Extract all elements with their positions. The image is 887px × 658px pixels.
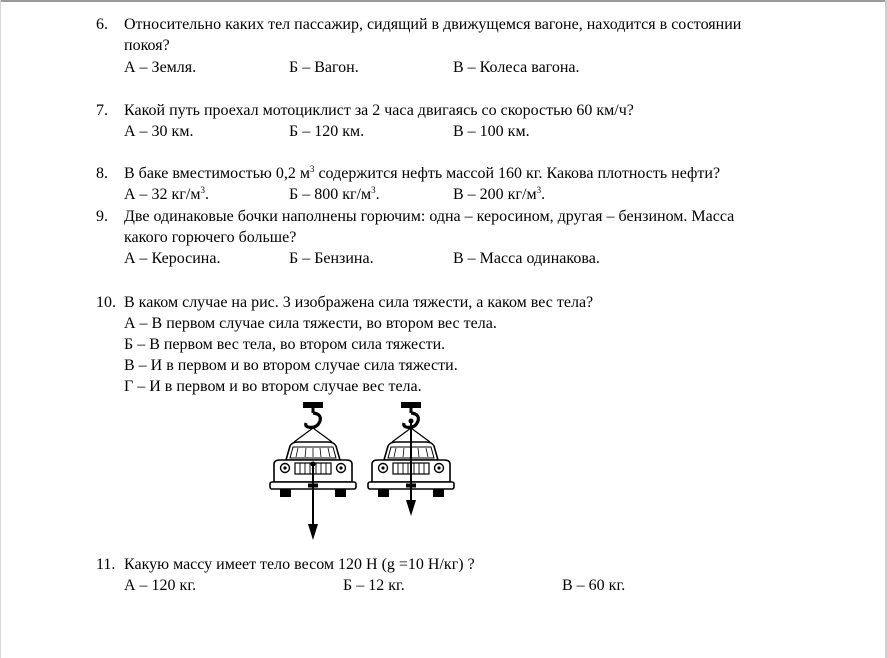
answer-option-b: Б – Бензина. [289, 250, 374, 267]
question-number: 9. [96, 208, 108, 225]
question-text-continued: покоя? [124, 37, 170, 54]
question-number: 10. [96, 294, 116, 311]
answer-option-b: Б – 120 км. [289, 123, 365, 140]
answer-option-d: Г – И в первом и во втором случае вес тела. [124, 378, 422, 395]
question-number: 7. [96, 102, 108, 119]
page-left-edge [0, 0, 1, 658]
answer-option-b: Б – 800 $кг/м^3$. [289, 185, 380, 203]
question-text: Какую массу имеет тело весом 120 Н (g =10 Н/кг) ? [124, 556, 475, 573]
answer-option-a: А – 30 км. [124, 123, 194, 140]
question-text: В каком случае на рис. 3 изображена сила тяжести, а каком вес тела? [124, 294, 594, 311]
answer-option-a: А – Земля. [124, 59, 197, 76]
answer-option-a: А – В первом случае сила тяжести, во втором вес тела. [124, 315, 497, 332]
answer-option-c: В – 100 км. [453, 123, 530, 140]
answer-option-b: Б – Вагон. [289, 59, 359, 76]
answer-option-c: В – 60 кг. [562, 577, 626, 594]
question-text: В баке вместимостью 0,2 $м^3$ содержится нефть массой 160 кг. Какова плотность нефти? [124, 164, 721, 182]
answer-option-b: Б – В первом вес тела, во втором сила тяжести. [124, 336, 446, 353]
question-number: 11. [96, 556, 116, 573]
answer-option-c: В – И в первом и во втором случае сила тяжести. [124, 357, 458, 374]
figure-cars-on-hooks [262, 400, 462, 550]
answer-option-b: Б – 12 кг. [343, 577, 405, 594]
page-top-edge [0, 0, 887, 2]
question-number: 6. [96, 16, 108, 33]
answer-option-a: А – Керосина. [124, 250, 221, 267]
answer-option-c: В – Масса одинакова. [453, 250, 600, 267]
hook-icon [303, 402, 323, 427]
answer-option-c: В – 200 $кг/м^3$. [453, 185, 546, 203]
question-text: Две одинаковые бочки наполнены горючим: одна – керосином, другая – бензином. Масса [124, 208, 735, 225]
question-text-continued: какого горючего больше? [124, 229, 297, 246]
answer-option-a: А – 120 кг. [124, 577, 197, 594]
question-text: Какой путь проехал мотоциклист за 2 часа двигаясь со скоростью 60 км/ч? [124, 102, 634, 119]
answer-option-c: В – Колеса вагона. [453, 59, 580, 76]
answer-option-a: А – 32 $кг/м^3$. [124, 185, 209, 203]
question-text: Относительно каких тел пассажир, сидящий в движущемся вагоне, находится в состоянии [124, 16, 742, 33]
question-number: 8. [96, 165, 108, 182]
